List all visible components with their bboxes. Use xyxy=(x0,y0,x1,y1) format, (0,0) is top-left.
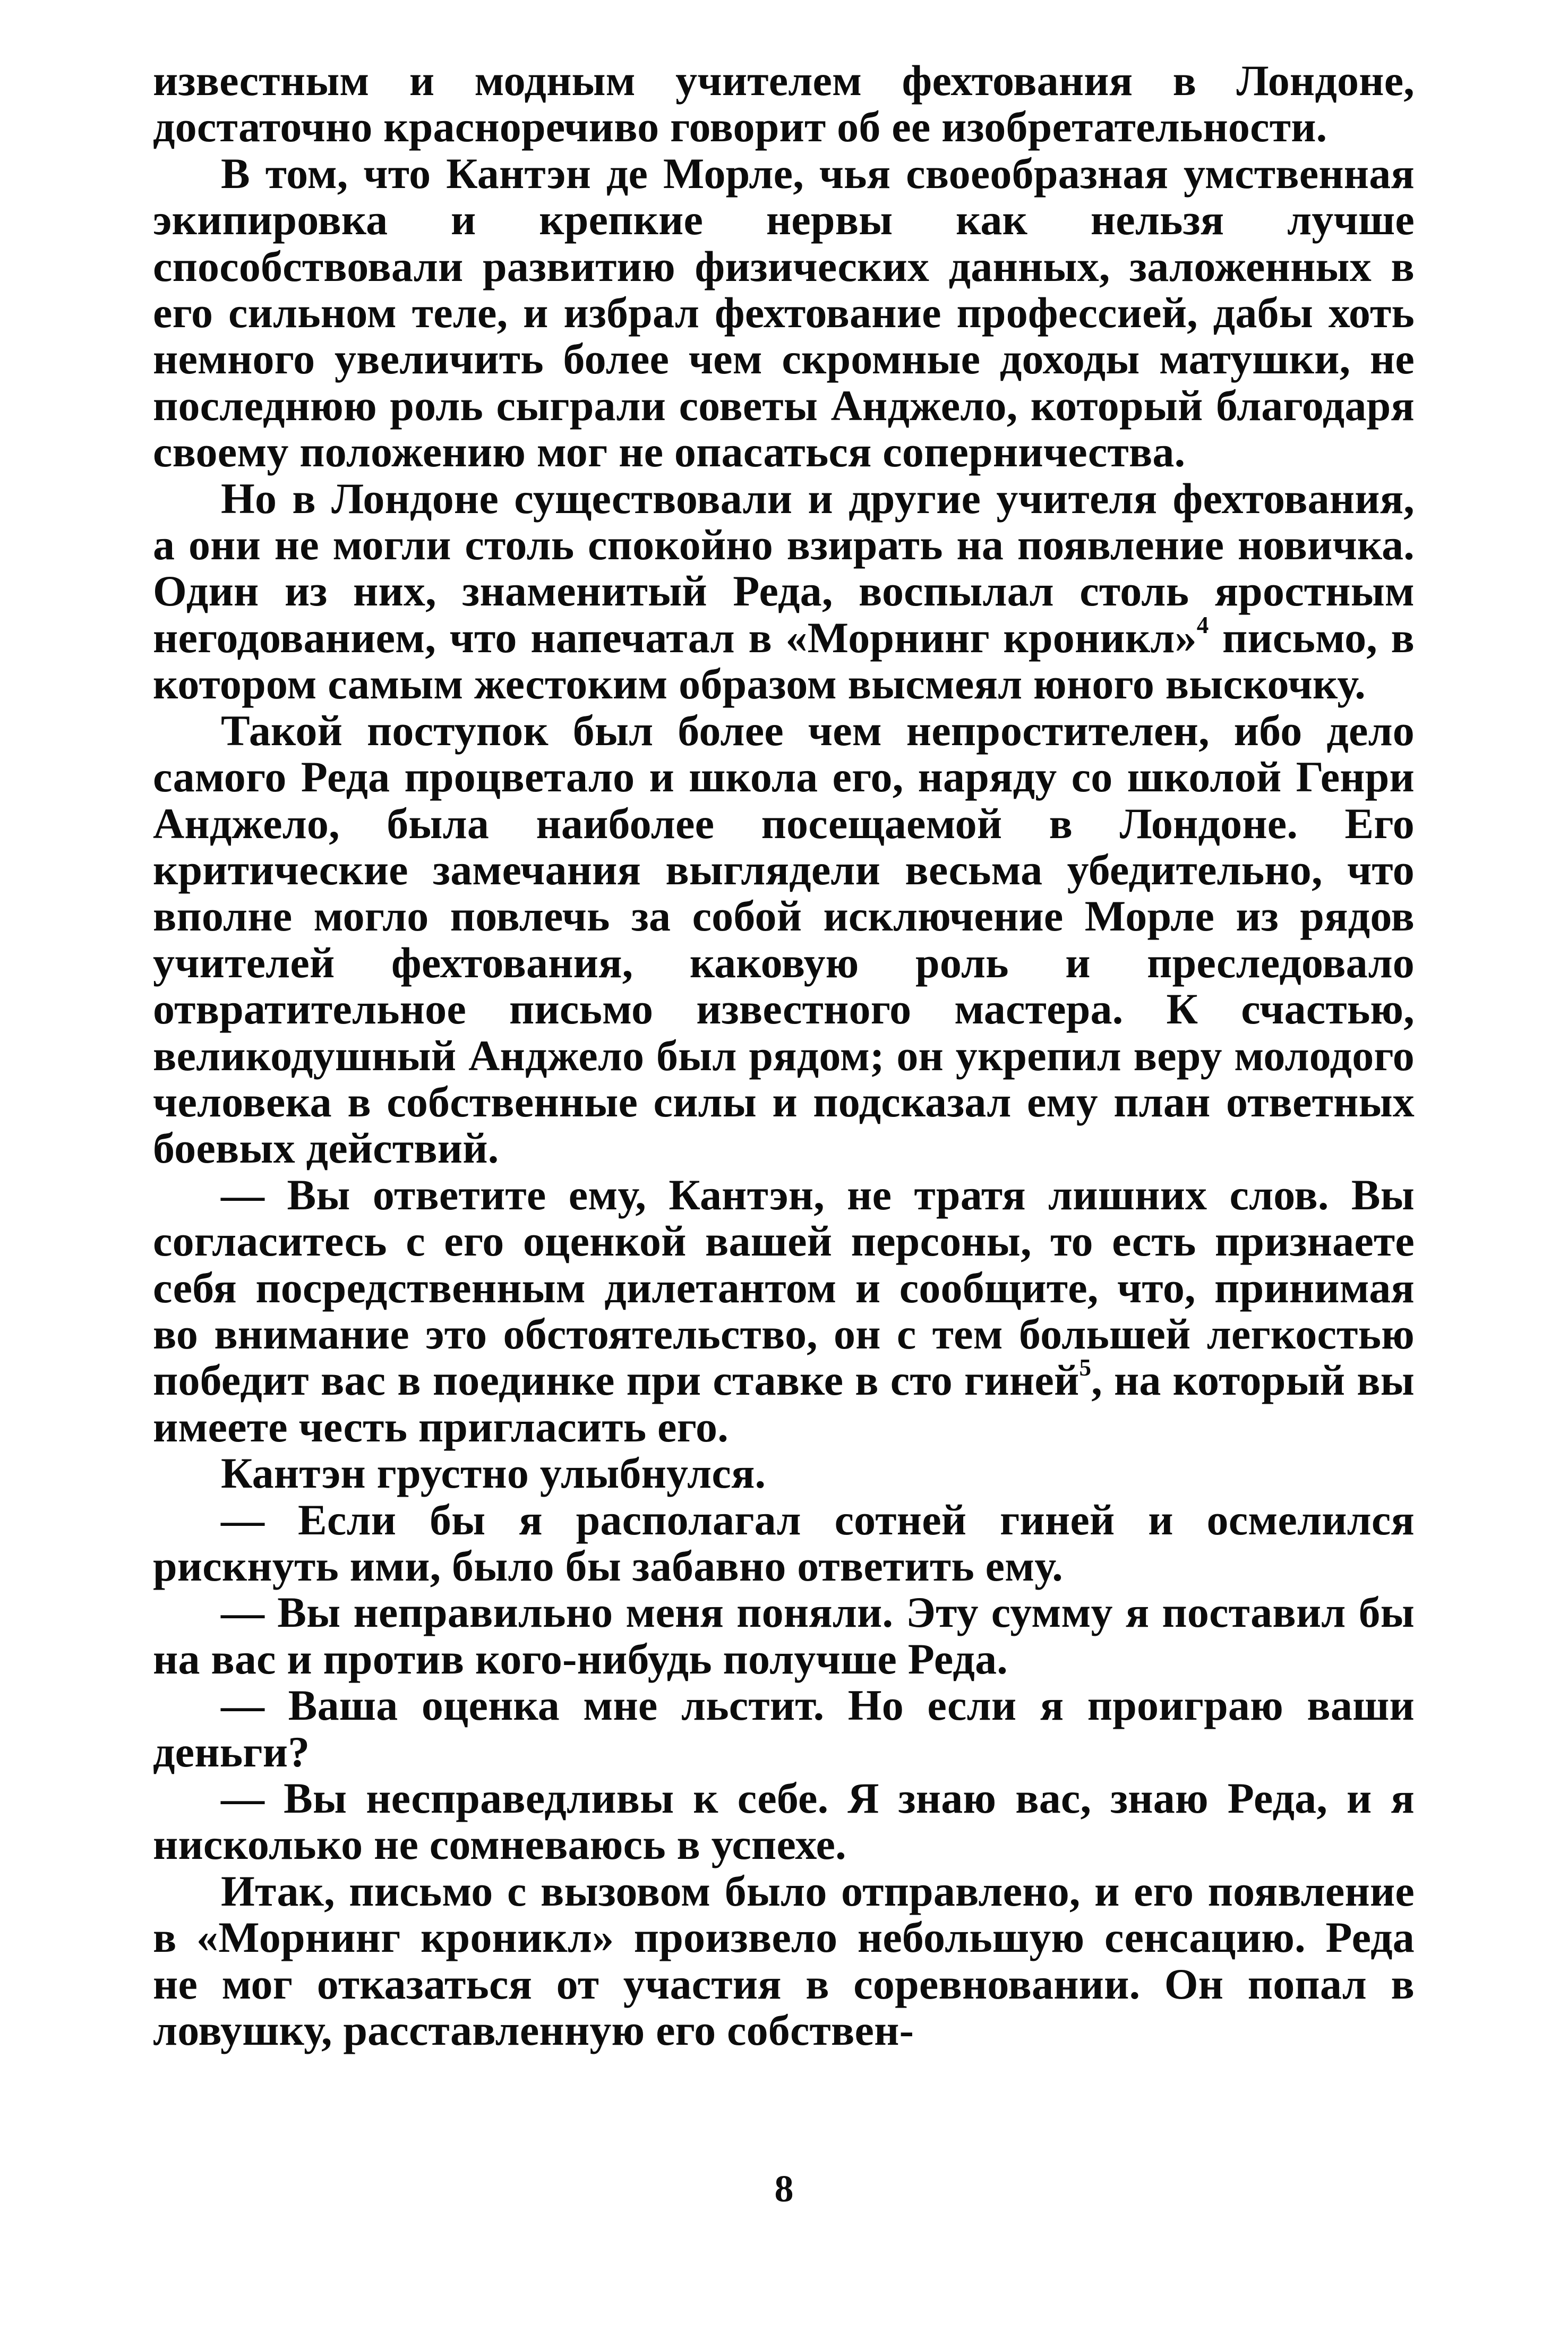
footnote-marker: 5 xyxy=(1079,1354,1092,1381)
paragraph xyxy=(153,707,1415,1172)
paragraph-text: Кантэн грустно улыбнулся. xyxy=(221,1449,766,1498)
paragraph xyxy=(153,475,1415,707)
paragraph-text: Но в Лондоне существовали и другие учителя фехтования, а они не могли столь спокойно взирать на появление новичка. Один из них, знаменитый Реда, воспылал столь яростным негодованием, что напечатал в «Морнинг кроникл» xyxy=(153,474,1415,662)
paragraph-text: письмо, в котором самым жестоким образом высмеял юного выскочку. xyxy=(153,613,1415,708)
paragraph-text: В том, что Кантэн де Морле, чья своеобразная умственная экипировка и крепкие нервы как нельзя лучше способствовали развитию физических данных, заложенных в его сильном теле, и избрал фехтование профессией, дабы хоть немного увеличить более чем скромные доходы матушки, не последнюю роль сыграли советы Анджело, который благодаря своему положению мог не опасаться соперничества. xyxy=(153,149,1415,476)
paragraph xyxy=(153,1682,1415,1775)
paragraph xyxy=(153,57,1415,150)
paragraph xyxy=(153,1497,1415,1590)
paragraph xyxy=(153,150,1415,475)
paragraph-text: , на который вы имеете честь пригласить его. xyxy=(153,1356,1415,1451)
paragraph xyxy=(153,1868,1415,2054)
paragraph-text: — Вы неправильно меня поняли. Эту сумму я поставил бы на вас и против кого-нибудь получше Реда. xyxy=(153,1588,1415,1683)
paragraph-text: — Если бы я располагал сотней гиней и осмелился рискнуть ими, было бы забавно ответить ему. xyxy=(153,1495,1415,1590)
paragraph-text: — Ваша оценка мне льстит. Но если я проиграю ваши деньги? xyxy=(153,1681,1415,1776)
paragraph-text: — Вы ответите ему, Кантэн, не тратя лишних слов. Вы согласитесь с его оценкой вашей персоны, то есть признаете себя посредственным дилетантом и сообщите, что, принимая во внимание это обстоятельство, он с тем большей легкостью победит вас в поединке при ставке в сто гиней xyxy=(153,1170,1415,1405)
footnote-marker: 4 xyxy=(1196,611,1209,638)
paragraph xyxy=(153,1172,1415,1450)
page-number: 8 xyxy=(774,2167,794,2210)
paragraph-text: Итак, письмо с вызовом было отправлено, и его появление в «Морнинг кроникл» произвело небольшую сенсацию. Реда не мог отказаться от участия в соревновании. Он попал в ловушку, расставленную его собствен- xyxy=(153,1866,1415,2055)
body-text xyxy=(153,57,1415,2053)
paragraph xyxy=(153,1450,1415,1496)
paragraph-text: известным и модным учителем фехтования в Лондоне, достаточно красноречиво говорит об ее изобретательности. xyxy=(153,56,1415,151)
paragraph xyxy=(153,1589,1415,1682)
paragraph-text: — Вы несправедливы к себе. Я знаю вас, знаю Реда, и я нисколько не сомневаюсь в успехе. xyxy=(153,1774,1415,1869)
paragraph-text: Такой поступок был более чем непростителен, ибо дело самого Реда процветало и школа его, наряду со школой Генри Анджело, была наиболее посещаемой в Лондоне. Его критические замечания выглядели весьма убедительно, что вполне могло повлечь за собой исключение Морле из рядов учителей фехтования, каковую роль и преследовало отвратительное письмо известного мастера. К счастью, великодушный Анджело был рядом; он укрепил веру молодого человека в собственные силы и подсказал ему план ответных боевых действий. xyxy=(153,706,1415,1173)
paragraph xyxy=(153,1775,1415,1868)
